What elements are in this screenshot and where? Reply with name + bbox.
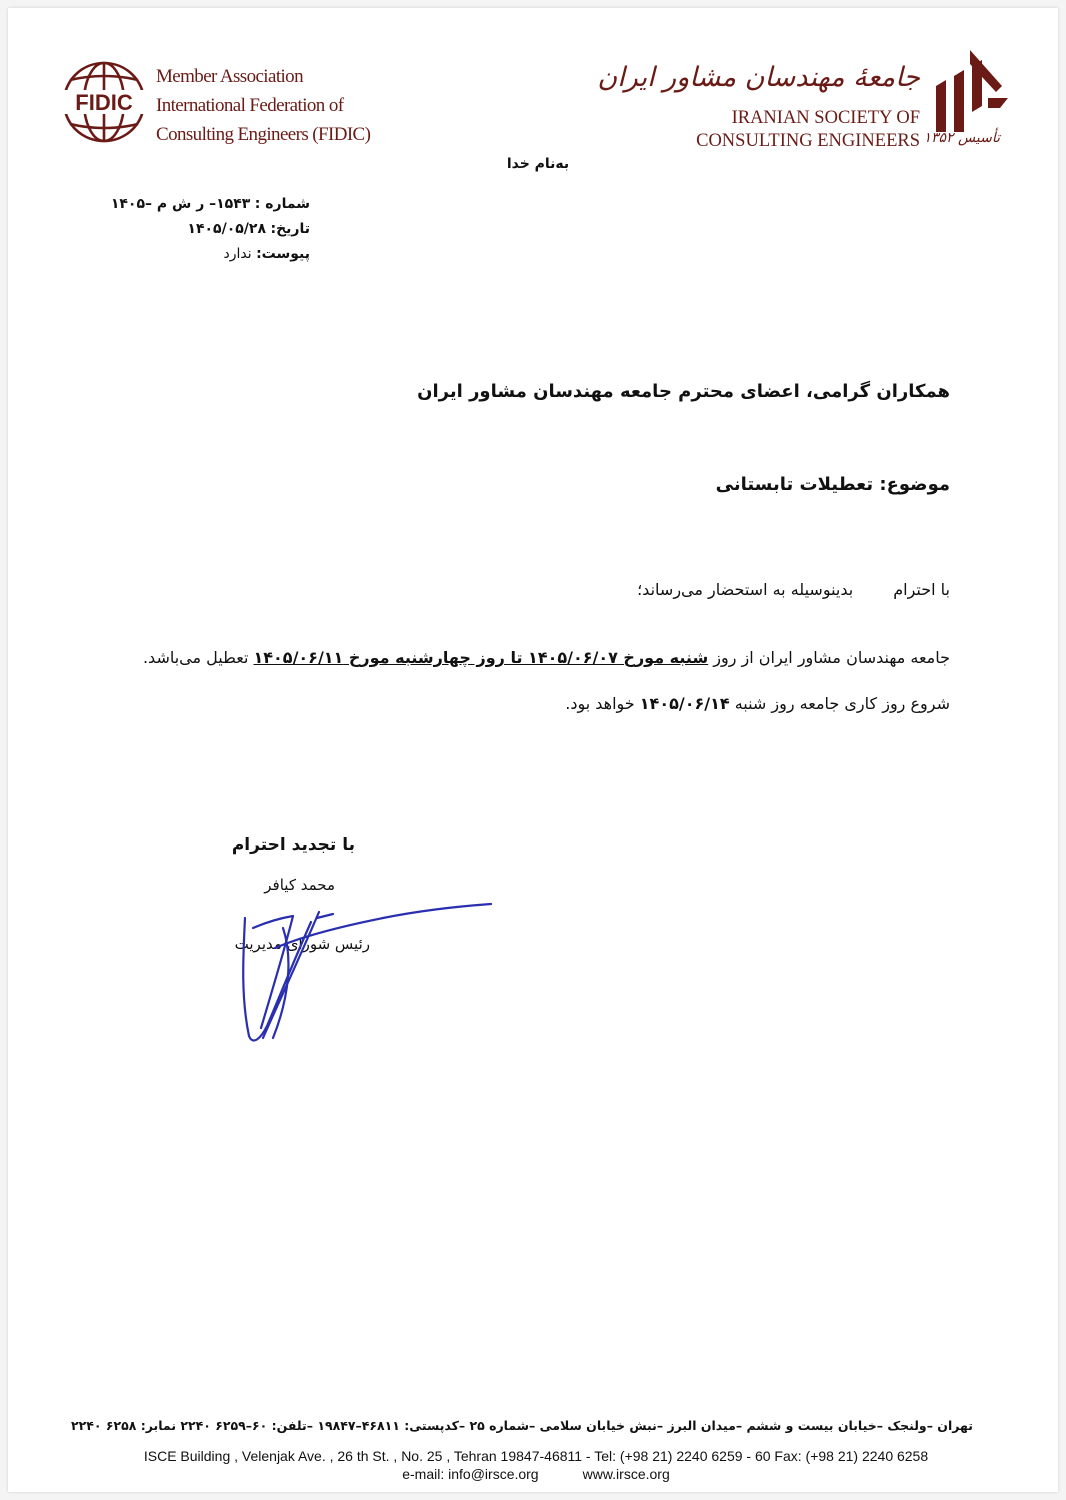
isce-english-line-2: CONSULTING ENGINEERS — [696, 131, 920, 151]
isce-founded-year: تأسیس ۱۳۵۲ — [923, 130, 1000, 146]
footer-contact — [48, 1466, 1024, 1482]
fidic-globe-logo — [58, 60, 150, 144]
fidic-member-text — [156, 62, 370, 149]
intro-text: بدینوسیله به استحضار می‌رساند؛ — [637, 580, 854, 599]
bismillah: به‌نام خدا — [506, 156, 570, 172]
letter-attachment-row — [111, 242, 310, 267]
letter-number-label: شماره : — [254, 196, 310, 212]
letter-addressee: همکاران گرامی، اعضای محترم جامعه مهندسان مشاور ایران — [417, 381, 950, 402]
letter-number-value: ۱۵۴۳– ر ش م –۱۴۰۵ — [110, 196, 251, 212]
fidic-line-3: Consulting Engineers (FIDIC) — [156, 124, 371, 145]
fidic-line-1: Member Association — [156, 66, 303, 87]
para2-suffix: خواهد بود. — [565, 694, 635, 713]
letter-paragraph-2 — [565, 694, 950, 713]
para2-prefix: شروع روز کاری جامعه روز شنبه — [734, 694, 950, 713]
para2-date: ۱۴۰۵/۰۶/۱۴ — [639, 694, 730, 713]
letter-number-row — [111, 192, 310, 217]
closing-phrase: با تجدید احترام — [231, 835, 355, 855]
signer-title: رئیس شورای مدیریت — [234, 935, 370, 953]
letter-page — [8, 8, 1058, 1492]
letter-attachment-label: پیوست: — [256, 246, 310, 262]
footer-address-english: ISCE Building , Velenjak Ave. , 26 th St. , No. 25 , Tehran 19847-46811 - Tel: (+98 21) 2240 6259 - 60 Fax: (+98 21) 2240 6258 — [143, 1448, 929, 1464]
letter-date-label: تاریخ: — [270, 221, 310, 237]
subject-value: تعطیلات تابستانی — [715, 474, 874, 495]
para1-suffix: تعطیل می‌باشد. — [142, 648, 249, 667]
isce-english-line-1: IRANIAN SOCIETY OF — [731, 108, 920, 128]
letter-subject — [716, 474, 950, 495]
fidic-line-2: International Federation of — [156, 95, 344, 116]
para1-holiday-range: شنبه مورخ ۱۴۰۵/۰۶/۰۷ تا روز چهارشنبه مورخ ۱۴۰۵/۰۶/۱۱ — [253, 648, 709, 667]
para1-prefix: جامعه مهندسان مشاور ایران از روز — [713, 648, 950, 667]
greeting-text: با احترام — [893, 580, 950, 599]
letter-meta — [111, 192, 310, 267]
letter-paragraph-1 — [143, 648, 950, 667]
fidic-logo-text: FIDIC — [75, 90, 133, 115]
subject-label: موضوع: — [879, 474, 950, 495]
isce-english-name — [696, 107, 920, 153]
isce-logo — [930, 46, 1010, 134]
letter-date-row — [111, 217, 310, 242]
letter-date-value: ۱۴۰۵/۰۵/۲۸ — [187, 221, 267, 237]
footer-website: www.irsce.org — [582, 1466, 670, 1482]
letter-attachment-value: ندارد — [223, 246, 252, 262]
letter-greeting — [637, 580, 950, 599]
footer-email: e-mail: info@irsce.org — [402, 1466, 539, 1482]
signer-name: محمد کیافر — [264, 876, 335, 894]
footer-address-persian: تهران –ولنجک –خیابان بیست و ششم –میدان البرز –نبش خیابان سلامی –شماره ۲۵ –کدپستی: ۴۶۸۱۱–۱۹۸۴۷ –تلفن: ۶۰–۶۲۵۹ ۲۲۴۰ نمابر: ۶۲۵۸ ۲۲۴۰ — [71, 1418, 973, 1433]
isce-persian-name: جامعهٔ مهندسان مشاور ایران — [597, 62, 920, 93]
handwritten-signature — [223, 888, 503, 1048]
